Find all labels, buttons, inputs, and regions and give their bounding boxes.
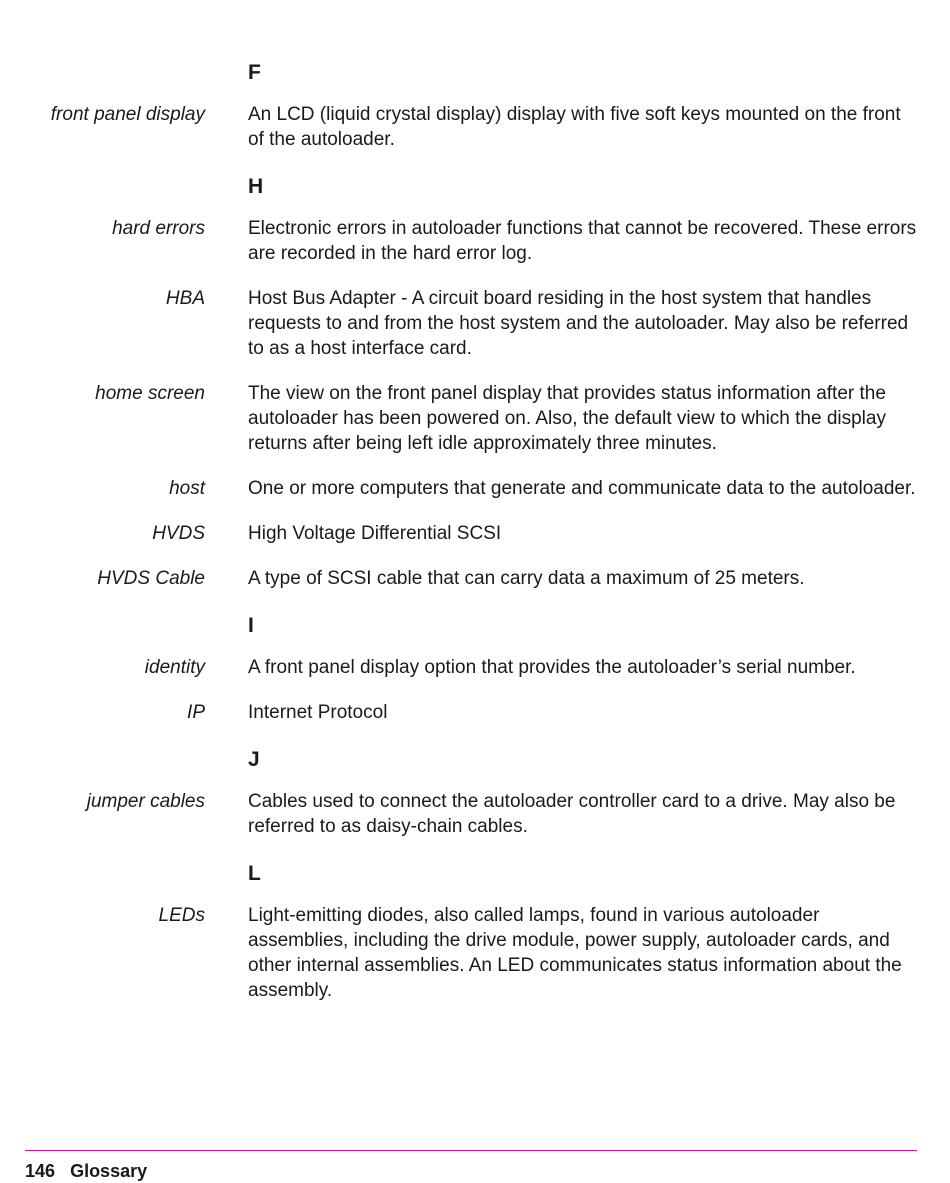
glossary-definition: One or more computers that generate and communicate data to the autoloader. (248, 478, 916, 499)
glossary-term: HVDS (152, 523, 205, 544)
glossary-term: HVDS Cable (97, 568, 205, 589)
glossary-entry (0, 521, 950, 546)
glossary-entry (0, 789, 950, 839)
glossary-definition: Cables used to connect the autoloader controller card to a drive. May also be referred to as daisy-chain cables. (248, 791, 896, 837)
glossary-content (0, 58, 950, 1023)
page-footer (25, 1159, 147, 1183)
glossary-entry (0, 102, 950, 152)
glossary-entry (0, 381, 950, 456)
glossary-section (0, 745, 950, 839)
glossary-term: identity (144, 657, 205, 678)
glossary-definition: Internet Protocol (248, 702, 388, 723)
page-number: 146 (25, 1161, 56, 1181)
glossary-entry (0, 286, 950, 361)
glossary-section (0, 611, 950, 725)
glossary-definition: Electronic errors in autoloader functions that cannot be recovered. These errors are recorded in the hard error log. (248, 218, 917, 264)
glossary-definition: Light-emitting diodes, also called lamps, found in various autoloader assemblies, including the drive module, power supply, autoloader cards, and other internal assemblies. An LED communicates status information about the assembly. (248, 905, 902, 1001)
footer-divider (25, 1150, 917, 1151)
glossary-term: HBA (165, 288, 205, 309)
glossary-definition: Host Bus Adapter - A circuit board residing in the host system that handles requests to and from the host system and the autoloader. May also be referred to as a host interface card. (248, 288, 909, 359)
footer-section-title: Glossary (70, 1161, 148, 1181)
glossary-term: front panel display (50, 104, 205, 125)
glossary-section (0, 58, 950, 152)
glossary-entry (0, 216, 950, 266)
glossary-term: LEDs (158, 905, 205, 926)
glossary-entry (0, 476, 950, 501)
glossary-definition: A type of SCSI cable that can carry data a maximum of 25 meters. (248, 568, 805, 589)
section-letter: L (248, 862, 261, 885)
glossary-entry (0, 655, 950, 680)
glossary-entry (0, 903, 950, 1003)
section-letter: J (248, 748, 260, 771)
glossary-term: host (169, 478, 205, 499)
glossary-term: IP (187, 702, 205, 723)
glossary-entry (0, 566, 950, 591)
glossary-entry (0, 700, 950, 725)
glossary-definition: A front panel display option that provides the autoloader’s serial number. (248, 657, 856, 678)
section-letter: F (248, 61, 261, 84)
glossary-term: hard errors (112, 218, 205, 239)
glossary-term: home screen (95, 383, 205, 404)
glossary-definition: High Voltage Differential SCSI (248, 523, 502, 544)
glossary-section (0, 172, 950, 591)
glossary-definition: The view on the front panel display that provides status information after the autoloader has been powered on. Also, the default view to which the display returns after being left idle approximately three minutes. (248, 383, 886, 454)
section-letter: I (248, 614, 254, 637)
glossary-section (0, 859, 950, 1003)
glossary-term: jumper cables (86, 791, 205, 812)
section-letter: H (248, 175, 264, 198)
glossary-definition: An LCD (liquid crystal display) display with five soft keys mounted on the front of the autoloader. (248, 104, 901, 150)
